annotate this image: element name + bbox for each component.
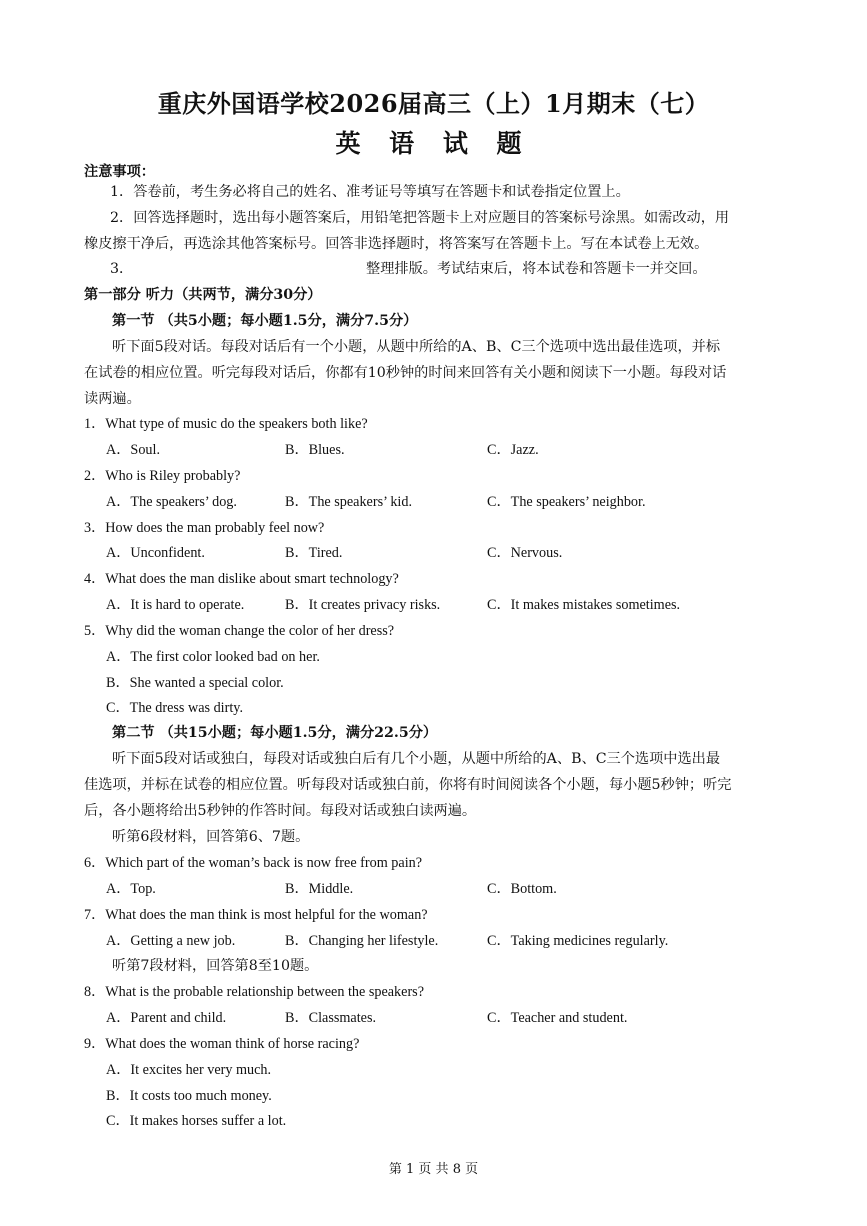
notice-item-3-text: 整理排版。考试结束后，将本试卷和答题卡一并交回。 [366, 261, 707, 277]
material-7-note: 听第7段材料，回答第8至10题。 [112, 958, 319, 974]
question-8: 8．What is the probable relationship between the speakers? [84, 984, 424, 1000]
question-1: 1．What type of music do the speakers both like? [84, 416, 368, 432]
question-8-option-b: B．Classmates. [285, 1010, 377, 1026]
question-9-option-a: A．It excites her very much. [106, 1062, 272, 1078]
question-8-option-c: C．Teacher and student. [487, 1010, 628, 1026]
question-8-option-a: A．Parent and child. [106, 1010, 227, 1026]
question-6: 6．Which part of the woman’s back is now free from pain? [84, 855, 423, 871]
notice-item-1: 1．答卷前，考生务必将自己的姓名、准考证号等填写在答题卡和试卷指定位置上。 [110, 184, 630, 200]
question-4-option-c: C．It makes mistakes sometimes. [487, 597, 681, 613]
question-2-option-b: B．The speakers’ kid. [285, 494, 412, 510]
question-2-option-c: C．The speakers’ neighbor. [487, 494, 646, 510]
notice-item-2a: 2．回答选择题时，选出每小题答案后，用铅笔把答题卡上对应题目的答案标号涂黑。如需改动，用 [110, 210, 730, 226]
section1-instruction-c: 读两遍。 [84, 391, 141, 407]
section2-instruction-c: 后，各小题将给出5秒钟的作答时间。每段对话或独白读两遍。 [84, 803, 477, 819]
notice-item-2b: 橡皮擦干净后，再选涂其他答案标号。回答非选择题时，将答案写在答题卡上。写在本试卷上无效。 [84, 236, 709, 252]
question-5-option-a: A．The first color looked bad on her. [106, 649, 320, 665]
question-1-option-b: B．Blues. [285, 442, 345, 458]
question-6-option-c: C．Bottom. [487, 881, 557, 897]
question-5-option-c: C．The dress was dirty. [106, 700, 243, 716]
question-9-option-c: C．It makes horses suffer a lot. [106, 1113, 287, 1129]
question-7: 7．What does the man think is most helpful for the woman? [84, 907, 428, 923]
section1-instruction-a: 听下面5段对话。每段对话后有一个小题，从题中所给的A、B、C三个选项中选出最佳选项，并标 [112, 339, 721, 355]
notice-heading: 注意事项： [84, 164, 155, 180]
question-5-option-b: B．She wanted a special color. [106, 675, 284, 691]
section2-instruction-a: 听下面5段对话或独白，每段对话或独白后有几个小题，从题中所给的A、B、C三个选项中选出最 [112, 751, 721, 767]
question-3-option-a: A．Unconfident. [106, 545, 205, 561]
question-2-option-a: A．The speakers’ dog. [106, 494, 237, 510]
question-4: 4．What does the man dislike about smart technology? [84, 571, 399, 587]
question-3-option-c: C．Nervous. [487, 545, 563, 561]
question-6-option-a: A．Top. [106, 881, 156, 897]
question-4-option-a: A．It is hard to operate. [106, 597, 245, 613]
question-7-option-a: A．Getting a new job. [106, 933, 236, 949]
page-footer: 第 1 页 共 8 页 [388, 1162, 479, 1177]
section1-heading: 第一节 （共5小题；每小题1.5分，满分7.5分） [112, 313, 418, 329]
question-9-option-b: B．It costs too much money. [106, 1088, 272, 1104]
question-9: 9．What does the woman think of horse racing? [84, 1036, 360, 1052]
question-1-option-c: C．Jazz. [487, 442, 539, 458]
part1-heading: 第一部分 听力（共两节，满分30分） [84, 287, 322, 303]
exam-subtitle: 英 语 试 题 [335, 129, 532, 158]
question-3: 3．How does the man probably feel now? [84, 520, 325, 536]
material-6-note: 听第6段材料，回答第6、7题。 [112, 829, 310, 845]
question-3-option-b: B．Tired. [285, 545, 343, 561]
question-7-option-b: B．Changing her lifestyle. [285, 933, 439, 949]
section2-heading: 第二节 （共15小题；每小题1.5分，满分22.5分） [112, 725, 438, 741]
exam-title: 重庆外国语学校2026届高三（上）1月期末（七） [157, 89, 710, 118]
section1-instruction-b: 在试卷的相应位置。听完每段对话后，你都有10秒钟的时间来回答有关小题和阅读下一小题。每段对话 [84, 365, 727, 381]
question-1-option-a: A．Soul. [106, 442, 160, 458]
question-2: 2．Who is Riley probably? [84, 468, 241, 484]
notice-item-3-number: 3． [110, 261, 134, 277]
question-6-option-b: B．Middle. [285, 881, 354, 897]
question-4-option-b: B．It creates privacy risks. [285, 597, 441, 613]
question-5: 5．Why did the woman change the color of her dress? [84, 623, 395, 639]
section2-instruction-b: 佳选项，并标在试卷的相应位置。听每段对话或独白前，你将有时间阅读各个小题，每小题5秒钟；听完 [84, 777, 732, 793]
question-7-option-c: C．Taking medicines regularly. [487, 933, 669, 949]
